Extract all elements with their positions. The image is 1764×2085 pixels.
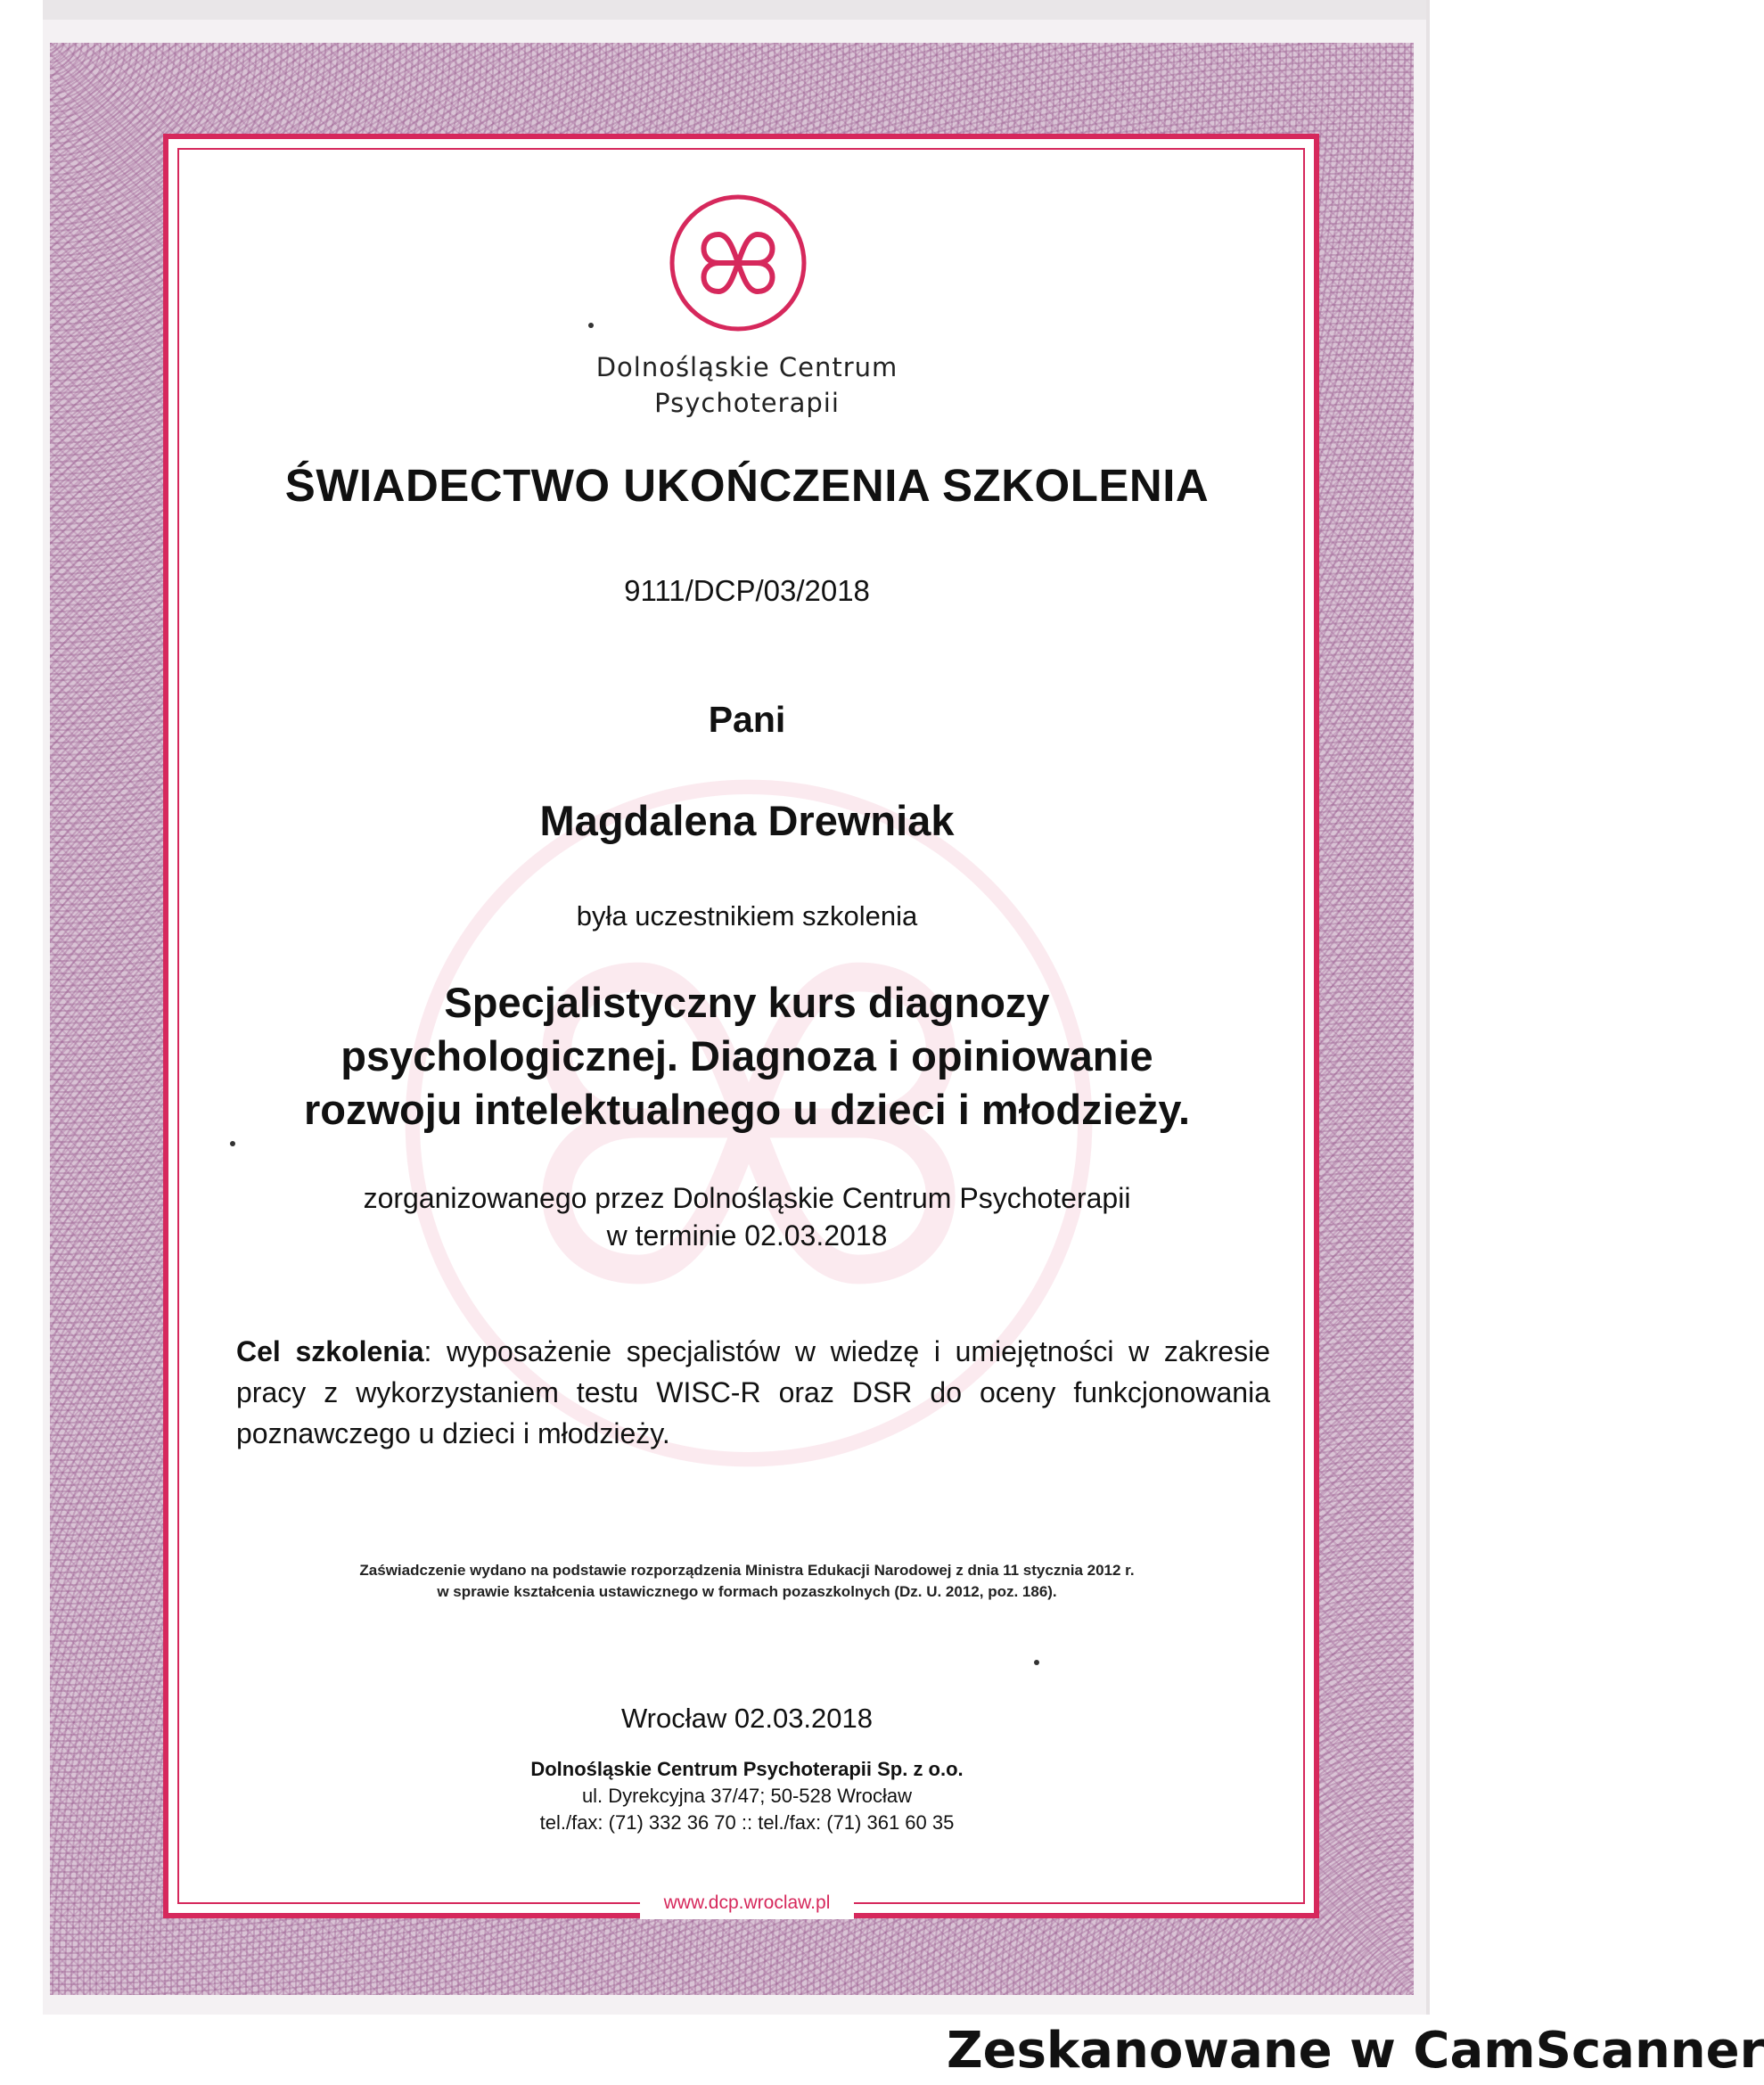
interlocking-knot-logo-icon: [667, 192, 809, 334]
company-address: ul. Dyrekcyjna 37/47; 50-528 Wrocław: [581, 1785, 913, 1807]
participant-text: była uczestnikiem szkolenia: [576, 900, 918, 932]
legal-line: w sprawie kształcenia ustawicznego w formach pozaszkolnych (Dz. U. 2012, poz. 186).: [437, 1583, 1057, 1600]
org-name-line2: Psychoterapii: [654, 388, 840, 418]
org-name: [194, 349, 1300, 421]
company-info: [194, 1756, 1300, 1836]
course-title-line: psychologicznej. Diagnoza i opiniowanie: [340, 1032, 1153, 1079]
organizer-line: zorganizowanego przez Dolnośląskie Centrum Psychoterapii: [363, 1182, 1131, 1214]
course-title-line: rozwoju intelektualnego u dzieci i młodzieży.: [303, 1086, 1191, 1133]
goal-text: : wyposażenie specjalistów w wiedzę i umiejętności w zakresie pracy z wykorzystaniem testu WISC-R oraz DSR do oceny funkcjonowania poznawczego u dzieci i młodzieży.: [236, 1335, 1271, 1449]
training-goal: [236, 1331, 1270, 1454]
certificate-title: ŚWIADECTWO UKOŃCZENIA SZKOLENIA: [284, 460, 1210, 511]
scan-speck: [230, 1141, 235, 1146]
legal-basis: [194, 1560, 1300, 1603]
company-name: Dolnośląskie Centrum Psychoterapii Sp. z o.o.: [530, 1758, 964, 1780]
scan-speck: [588, 323, 594, 328]
website-link[interactable]: www.dcp.wroclaw.pl: [640, 1887, 854, 1919]
org-name-line1: Dolnośląskie Centrum: [595, 352, 898, 382]
goal-label: Cel szkolenia: [236, 1335, 424, 1367]
organizer-line: w terminie 02.03.2018: [606, 1219, 888, 1252]
organizer-text: [194, 1179, 1300, 1254]
place-date: Wrocław 02.03.2018: [620, 1703, 874, 1734]
company-phones: tel./fax: (71) 332 36 70 :: tel./fax: (71) 361 60 35: [539, 1811, 955, 1834]
course-title-line: Specjalistyczny kurs diagnozy: [444, 979, 1050, 1026]
recipient-name: Magdalena Drewniak: [539, 797, 955, 844]
legal-line: Zaświadczenie wydano na podstawie rozporządzenia Ministra Edukacji Narodowej z dnia 11 stycznia 2012 r.: [359, 1562, 1135, 1579]
course-title: [194, 976, 1300, 1137]
scan-edge: [43, 0, 1426, 20]
salutation: Pani: [708, 699, 786, 740]
scanner-watermark: Zeskanowane w CamScanner: [947, 2022, 1764, 2080]
scan-speck: [1034, 1660, 1039, 1665]
certificate-number: 9111/DCP/03/2018: [624, 574, 870, 607]
